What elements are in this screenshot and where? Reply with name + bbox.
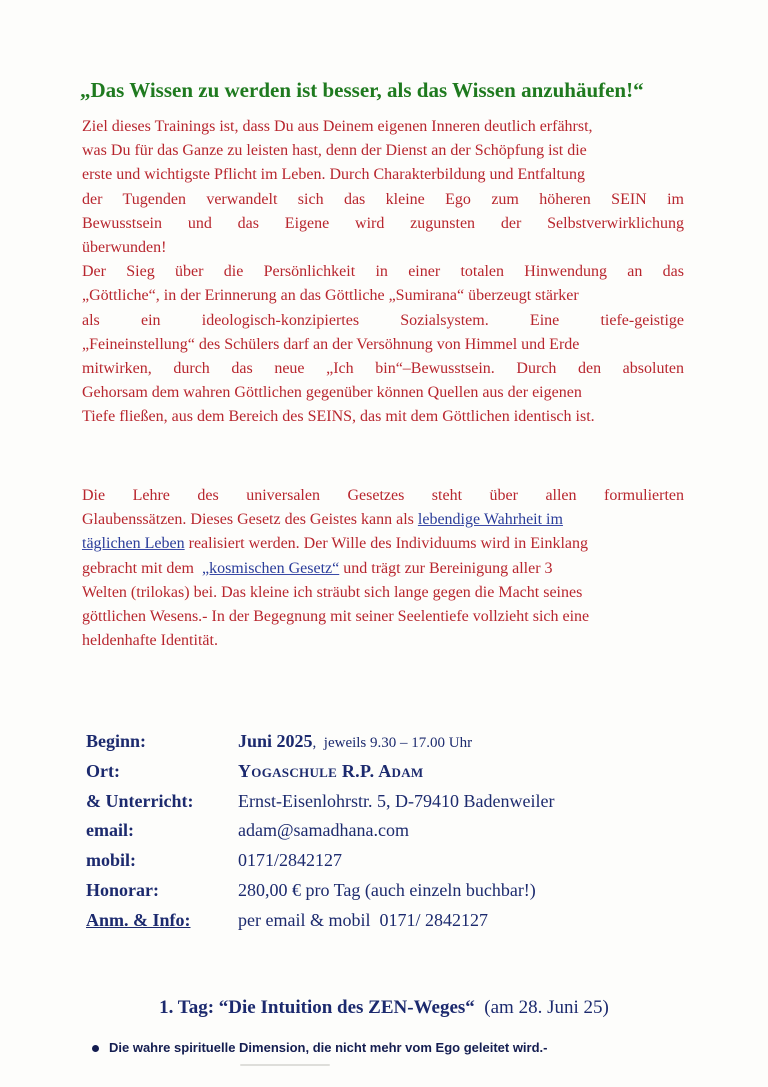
para-line: „Göttliche“, in der Erinnerung an das Göttliche „Sumirana“ überzeugt stärker (82, 287, 579, 305)
para-line: was Du für das Ganze zu leisten hast, denn der Dienst an der Schöpfung ist die (82, 142, 587, 160)
para-text: gebracht mit dem (82, 559, 202, 577)
day1-date: (am 28. Juni 25) (474, 997, 609, 1018)
day1-heading (0, 997, 768, 1019)
para-line: mitwirken, durch das neue „Ich bin“–Bewusstsein. Durch den absoluten (82, 360, 684, 378)
info-row-mobil (86, 850, 706, 880)
para-line: erste und wichtigste Pflicht im Leben. Durch Charakterbildung und Entfaltung (82, 166, 585, 184)
info-row-beginn (86, 731, 706, 761)
underlined-phrase: „kosmischen Gesetz“ (201, 559, 340, 577)
email-label: email: (86, 820, 134, 841)
bullet-dot-icon (92, 1045, 99, 1052)
email-value: adam@samadhana.com (238, 820, 410, 841)
para-line: überwunden! (82, 239, 167, 257)
ort-value: Yogaschule R.P. Adam (238, 760, 424, 781)
info-row-email (86, 820, 706, 850)
scan-smudge (240, 1064, 330, 1066)
para-line: Bewusstsein und das Eigene wird zugunsten der Selbstverwirklichung (82, 214, 684, 232)
info-row-honorar (86, 880, 706, 910)
para-line: „Feineinstellung“ des Schülers darf an der Versöhnung von Himmel und Erde (82, 335, 580, 353)
day1-title: 1. Tag: “Die Intuition des ZEN-Weges“ (159, 997, 475, 1018)
para-line (82, 508, 684, 532)
anmeldung-label: Anm. & Info: (86, 909, 191, 930)
underlined-phrase: lebendige Wahrheit im (417, 511, 563, 529)
honorar-value: 280,00 € pro Tag (auch einzeln buchbar!) (238, 879, 536, 900)
headline-quote: „Das Wissen zu werden ist besser, als das Wissen anzuhäufen!“ (80, 78, 644, 102)
intro-paragraph (82, 115, 684, 430)
bullet-item (92, 1040, 732, 1055)
mobil-label: mobil: (86, 850, 137, 871)
para-text: und trägt zur Bereinigung aller 3 (339, 559, 553, 577)
para-line: göttlichen Wesens.- In der Begegnung mit seiner Seelentiefe vollzieht sich eine (82, 608, 590, 626)
para-line: heldenhafte Identität. (82, 632, 218, 650)
para-line (82, 532, 684, 556)
beginn-time: , jeweils 9.30 – 17.00 Uhr (312, 735, 473, 751)
anmeldung-value: per email & mobil 0171/ 2842127 (238, 909, 488, 930)
unterricht-label: & Unterricht: (86, 790, 194, 811)
para-line: der Tugenden verwandelt sich das kleine Ego zum höheren SEIN im (82, 190, 684, 208)
bullet-text: Die wahre spirituelle Dimension, die nicht mehr vom Ego geleitet wird.- (109, 1040, 548, 1055)
para-text: realisiert werden. Der Wille des Individuums wird in Einklang (184, 535, 589, 553)
address-value: Ernst-Eisenlohrstr. 5, D-79410 Badenweiler (238, 790, 555, 811)
para-text: Glaubenssätzen. Dieses Gesetz des Geistes kann als (82, 511, 418, 529)
mobil-value: 0171/2842127 (238, 850, 343, 871)
law-paragraph (82, 484, 684, 653)
para-line: Gehorsam dem wahren Göttlichen gegenüber können Quellen aus der eigenen (82, 384, 582, 402)
underlined-phrase: täglichen Leben (82, 535, 185, 553)
para-line: Die Lehre des universalen Gesetzes steht über allen formulierten (82, 487, 684, 504)
info-row-ort (86, 761, 706, 791)
para-line: Tiefe fließen, aus dem Bereich des SEINS, das mit dem Göttlichen identisch ist. (82, 408, 595, 426)
course-info-table (86, 731, 706, 940)
para-line: Welten (trilokas) bei. Das kleine ich sträubt sich lange gegen die Macht seines (82, 583, 583, 601)
info-row-unterricht (86, 791, 706, 821)
beginn-date: Juni 2025 (238, 731, 313, 751)
para-line: Der Sieg über die Persönlichkeit in einer totalen Hinwendung an das (82, 263, 684, 281)
beginn-value (238, 731, 472, 752)
para-line (82, 557, 684, 581)
honorar-label: Honorar: (86, 879, 159, 900)
para-line: Ziel dieses Trainings ist, dass Du aus Deinem eigenen Inneren deutlich erfährst, (82, 118, 593, 135)
info-row-anmeldung (86, 910, 706, 940)
beginn-label: Beginn: (86, 731, 147, 751)
para-line: als ein ideologisch-konzipiertes Sozialsystem. Eine tiefe-geistige (82, 311, 684, 329)
ort-label: Ort: (86, 760, 120, 781)
